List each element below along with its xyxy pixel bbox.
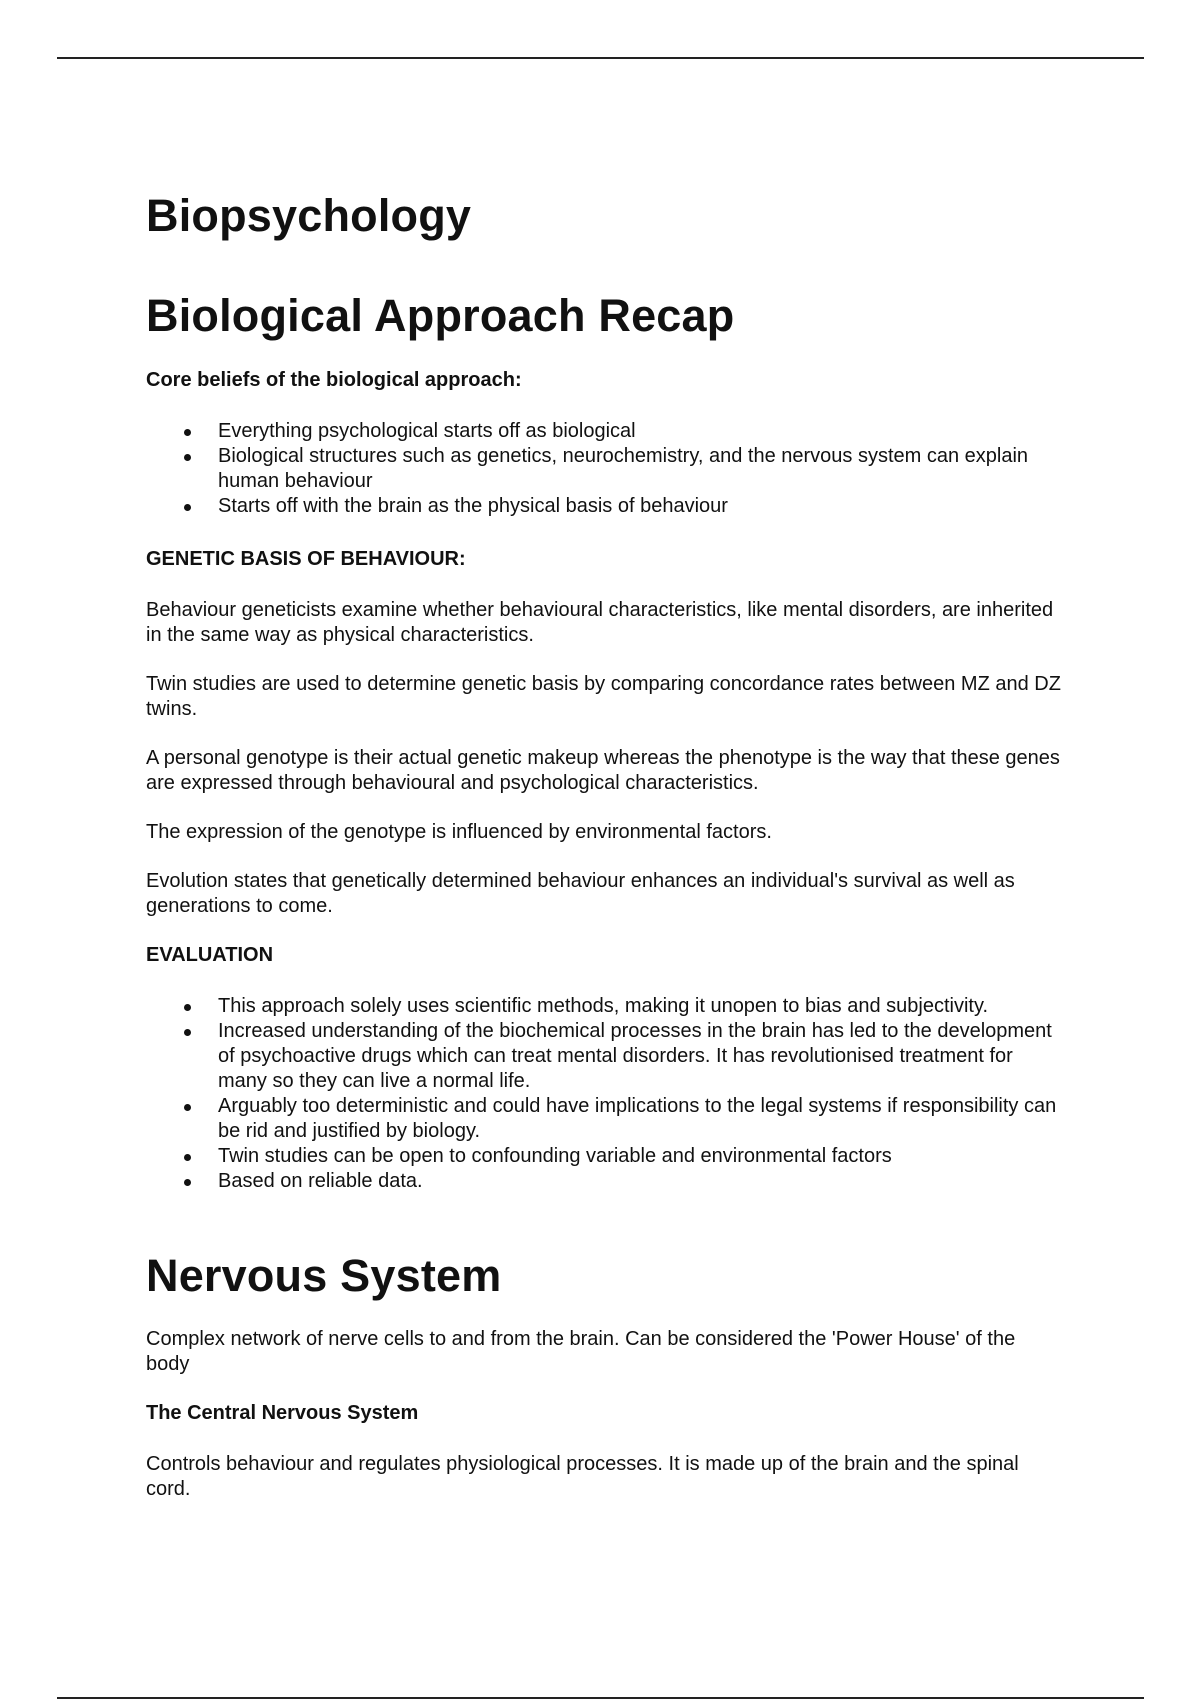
list-item-text: This approach solely uses scientific methods, making it unopen to bias and subjectivity. xyxy=(218,994,989,1017)
paragraph: Evolution states that genetically determined behaviour enhances an individual's survival as well as generations to come. xyxy=(146,869,1015,917)
paragraph: Behaviour geneticists examine whether behavioural characteristics, like mental disorders, are inherited in the same way as physical characteristics. xyxy=(146,598,1054,646)
list-item-text: Everything psychological starts off as biological xyxy=(218,419,636,442)
genetic-basis-heading: GENETIC BASIS OF BEHAVIOUR: xyxy=(146,547,466,570)
list-item xyxy=(146,994,1061,1019)
evaluation-list xyxy=(146,994,1061,1194)
paragraph: Controls behaviour and regulates physiological processes. It is made up of the brain and the spinal cord. xyxy=(146,1453,1019,1501)
paragraph: The expression of the genotype is influenced by environmental factors. xyxy=(146,820,772,843)
footer-rule xyxy=(57,1697,1144,1699)
list-item xyxy=(146,1094,1061,1144)
document-title: Biopsychology xyxy=(146,190,472,241)
list-item-text: Starts off with the brain as the physical basis of behaviour xyxy=(218,494,728,517)
paragraph: A personal genotype is their actual genetic makeup whereas the phenotype is the way that these genes are expressed through behavioural and psychological characteristics. xyxy=(146,746,1060,794)
list-item xyxy=(146,1019,1061,1094)
cns-heading: The Central Nervous System xyxy=(146,1402,419,1425)
bullet-icon xyxy=(184,504,191,511)
list-item-text: Arguably too deterministic and could have implications to the legal systems if responsibility can be rid and justified by biology. xyxy=(218,1094,1057,1142)
list-item xyxy=(146,419,1061,444)
header-rule xyxy=(57,57,1144,59)
bullet-icon xyxy=(184,1154,191,1161)
document-body xyxy=(146,190,1061,1526)
paragraph: Complex network of nerve cells to and from the brain. Can be considered the 'Power House' of the body xyxy=(146,1328,1016,1376)
list-item-text: Based on reliable data. xyxy=(218,1169,423,1192)
list-item-text: Biological structures such as genetics, neurochemistry, and the nervous system can explain human behaviour xyxy=(218,444,1029,492)
list-item-text: Twin studies can be open to confounding variable and environmental factors xyxy=(218,1144,892,1167)
section-heading-recap: Biological Approach Recap xyxy=(146,289,735,341)
bullet-icon xyxy=(184,1104,191,1111)
bullet-icon xyxy=(184,1029,191,1036)
list-item xyxy=(146,1169,1061,1194)
paragraph: Twin studies are used to determine genetic basis by comparing concordance rates between MZ and DZ twins. xyxy=(146,672,1061,720)
section-heading-nervous-system: Nervous System xyxy=(146,1249,502,1301)
core-beliefs-list xyxy=(146,419,1061,519)
list-item xyxy=(146,494,1061,519)
bullet-icon xyxy=(184,429,191,436)
list-item xyxy=(146,1144,1061,1169)
bullet-icon xyxy=(184,1179,191,1186)
list-item-text: Increased understanding of the biochemical processes in the brain has led to the development of psychoactive drugs which can treat mental disorders. It has revolutionised treatment for many so they can live a normal life. xyxy=(218,1019,1052,1092)
core-beliefs-heading: Core beliefs of the biological approach: xyxy=(146,368,522,391)
list-item xyxy=(146,444,1061,494)
bullet-icon xyxy=(184,1004,191,1011)
evaluation-heading: EVALUATION xyxy=(146,943,274,966)
bullet-icon xyxy=(184,454,191,461)
